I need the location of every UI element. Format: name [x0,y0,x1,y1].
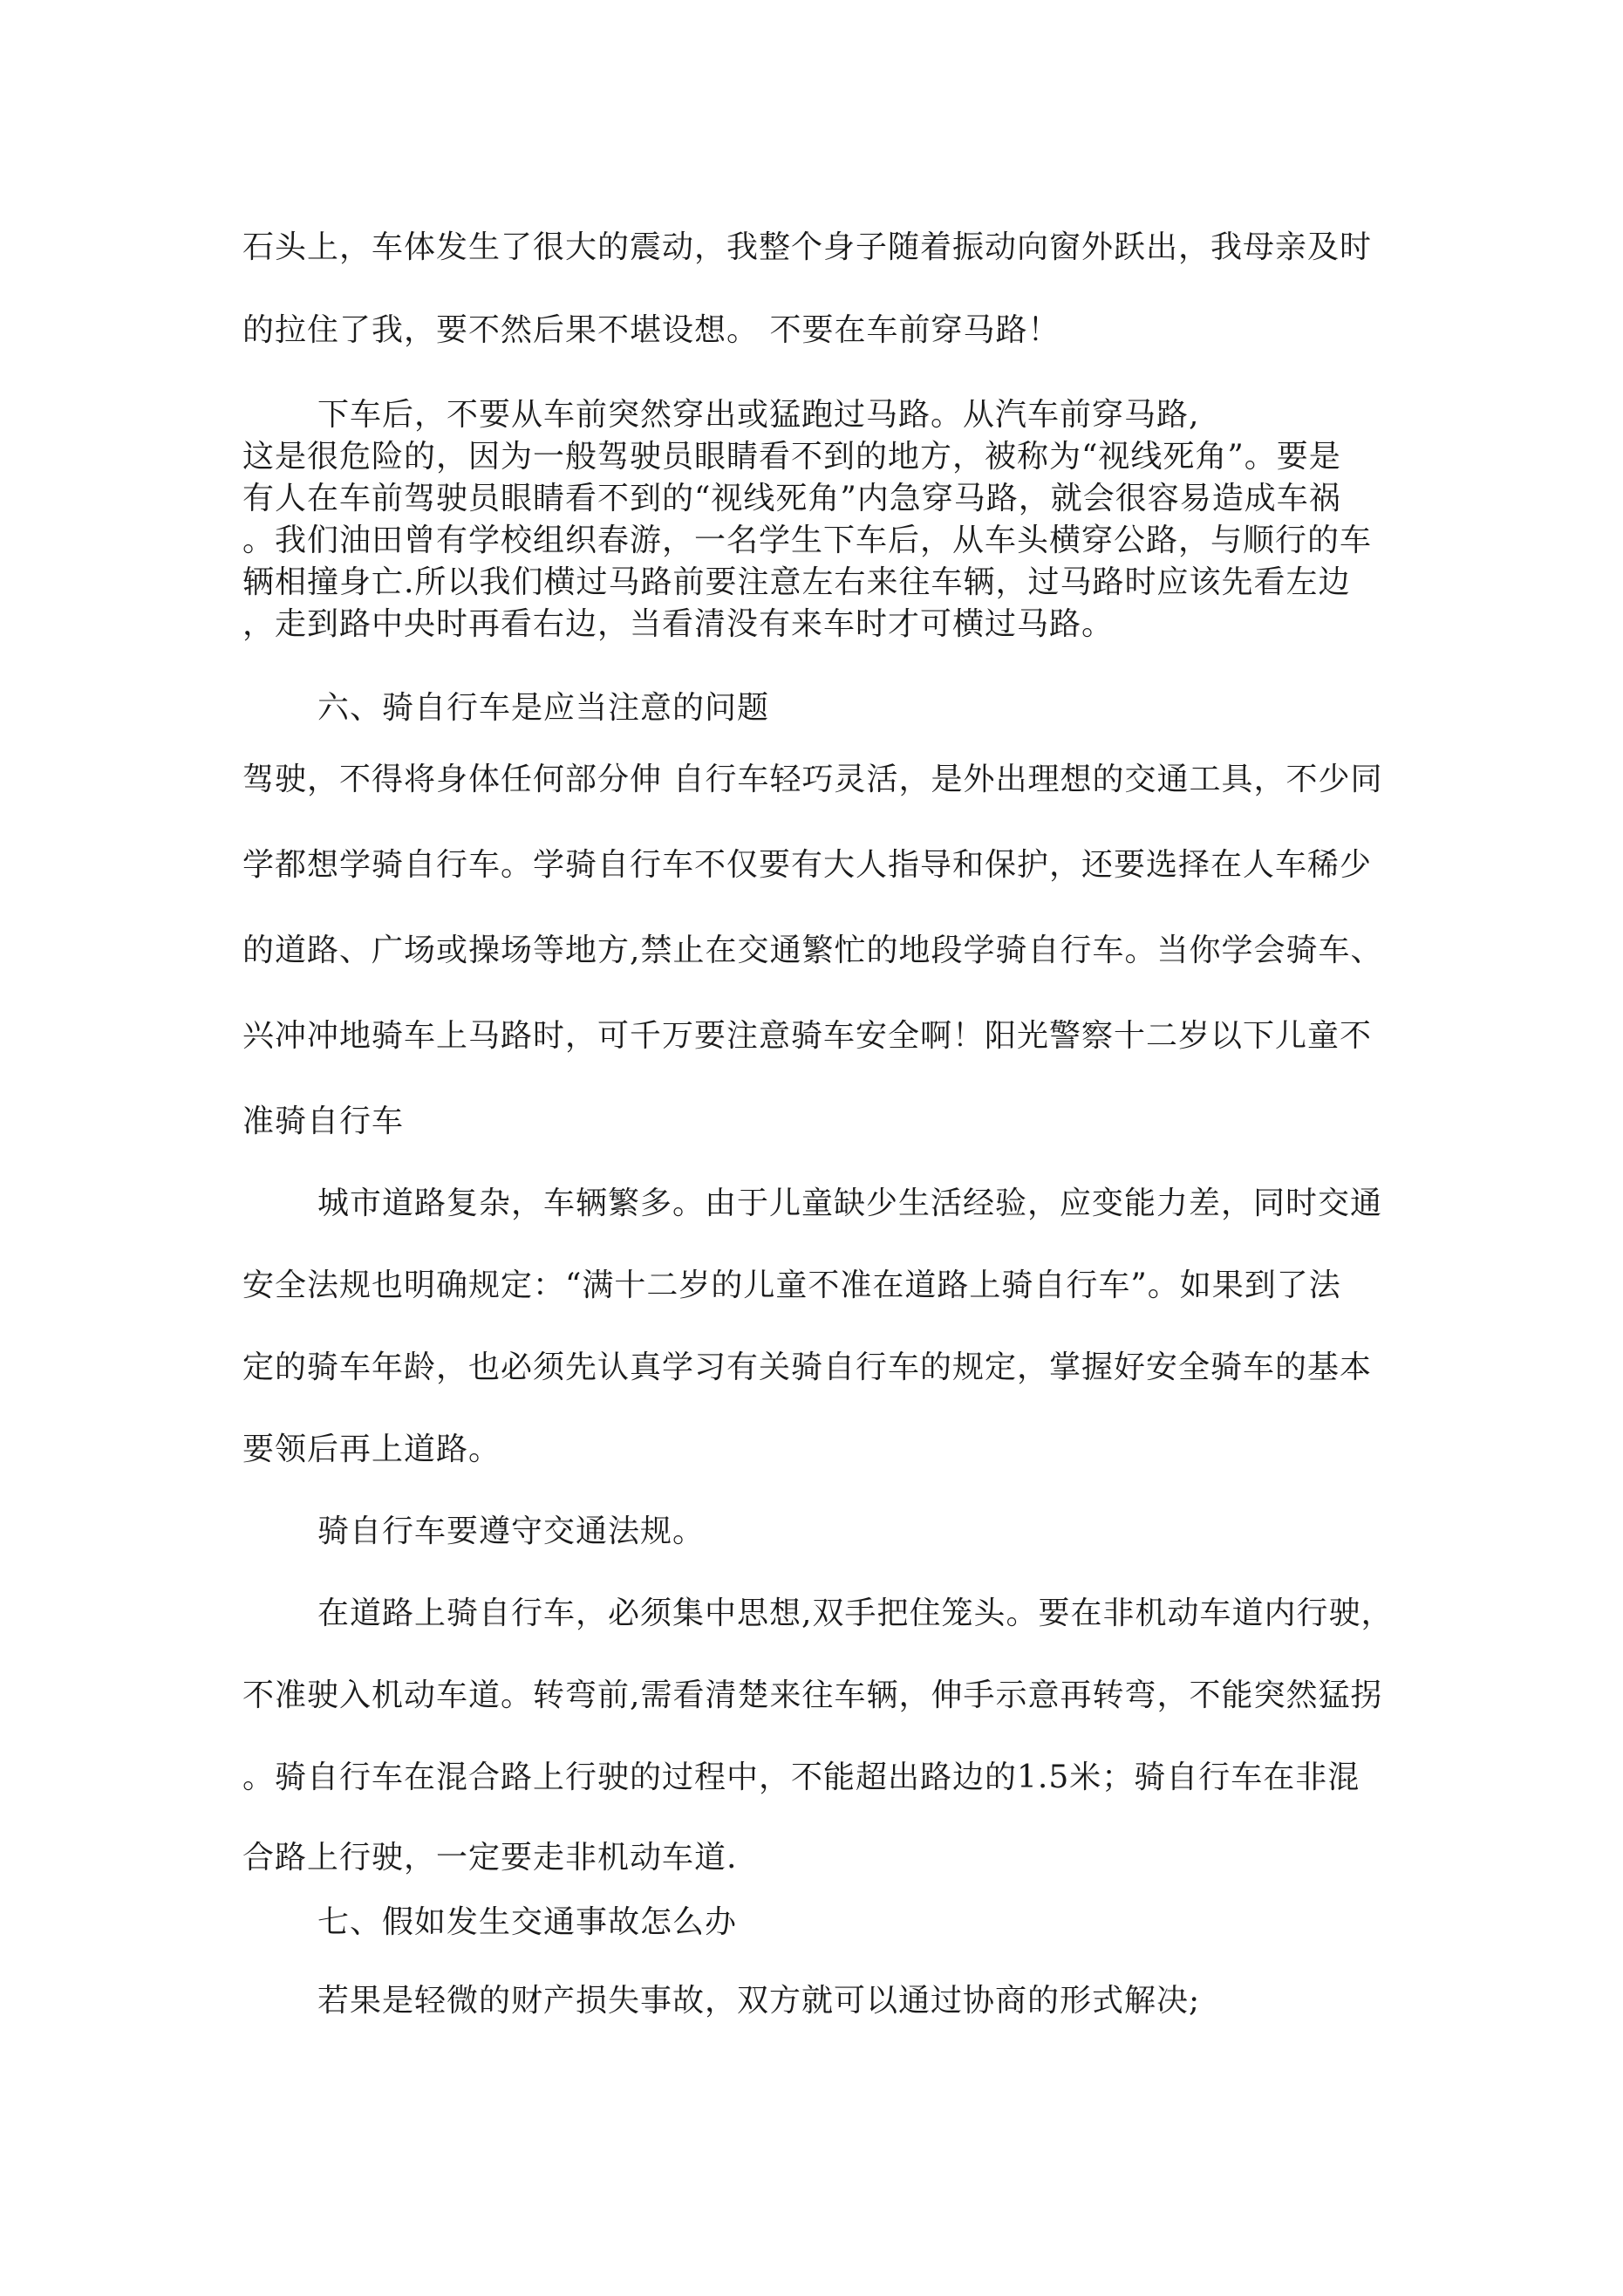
paragraph-start-line: 若果是轻微的财产损失事故，双方就可以通过协商的形式解决; [317,1983,1201,2019]
text-line: 兴冲冲地骑车上马路时，可千万要注意骑车安全啊！阳光警察十二岁以下儿童不 [242,1018,1373,1054]
text-line: 。骑自行车在混合路上行驶的过程中，不能超出路边的1.5米；骑自行车在非混 [242,1760,1360,1795]
text-line: 不准驶入机动车道。转弯前,需看清楚来往车辆，伸手示意再转弯，不能突然猛拐 [242,1678,1383,1713]
text-line: 石头上，车体发生了很大的震动，我整个身子随着振动向窗外跃出，我母亲及时 [242,229,1373,265]
text-line: 定的骑车年龄，也必须先认真学习有关骑自行车的规定，掌握好安全骑车的基本 [242,1350,1373,1385]
text-line: 这是很危险的，因为一般驾驶员眼睛看不到的地方，被称为“视线死角”。要是 [242,439,1341,475]
text-line: 学都想学骑自行车。学骑自行车不仅要有大人指导和保护，还要选择在人车稀少 [242,847,1373,883]
text-line: 的拉住了我，要不然后果不堪设想。 不要在车前穿马路！ [242,312,1060,348]
text-line: ，走到路中央时再看右边，当看清没有来车时才可横过马路。 [242,606,1115,642]
section-heading: 六、骑自行车是应当注意的问题 [317,690,770,726]
text-line: 要领后再上道路。 [242,1432,501,1467]
text-line: 辆相撞身亡.所以我们横过马路前要注意左右来往车辆，过马路时应该先看左边 [242,564,1351,600]
paragraph-start-line: 下车后，不要从车前突然穿出或猛跑过马路。从汽车前穿马路, [317,397,1200,433]
paragraph-start-line: 城市道路复杂，车辆繁多。由于儿童缺少生活经验，应变能力差，同时交通 [317,1186,1383,1221]
paragraph-start-line: 骑自行车要遵守交通法规。 [317,1514,706,1549]
section-heading: 七、假如发生交通事故怎么办 [317,1904,738,1940]
text-line: 准骑自行车 [242,1104,405,1139]
text-line: 安全法规也明确规定：“满十二岁的儿童不准在道路上骑自行车”。如果到了法 [242,1268,1341,1303]
text-line: 驾驶，不得将身体任何部分伸 自行车轻巧灵活，是外出理想的交通工具，不少同 [242,762,1383,797]
text-line: 有人在车前驾驶员眼睛看不到的“视线死角”内急穿马路，就会很容易造成车祸 [242,481,1341,516]
text-line: 的道路、广场或操场等地方,禁止在交通繁忙的地段学骑自行车。当你学会骑车、 [242,933,1383,968]
text-line: 。我们油田曾有学校组织春游，一名学生下车后，从车头横穿公路，与顺行的车 [242,523,1373,558]
text-line: 合路上行驶，一定要走非机动车道. [242,1840,738,1876]
paragraph-start-line: 在道路上骑自行车，必须集中思想,双手把住笼头。要在非机动车道内行驶， [317,1596,1394,1631]
